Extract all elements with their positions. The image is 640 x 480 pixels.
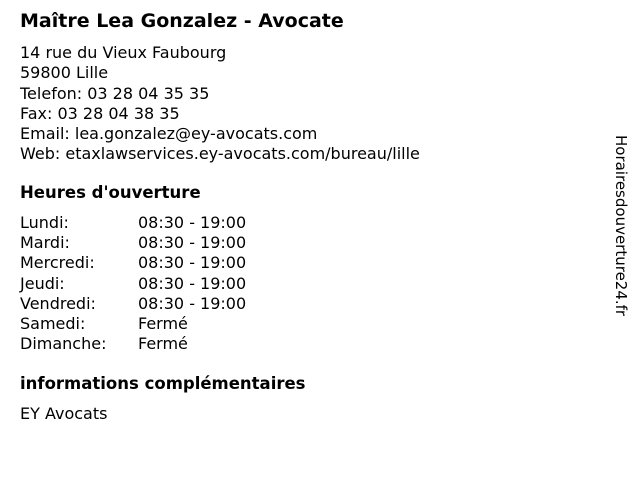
address-city: 59800 Lille: [20, 63, 109, 83]
side-credit: Horairesdouverture24.fr: [612, 135, 630, 317]
phone-number: Telefon: 03 28 04 35 35: [20, 83, 210, 103]
fax-number: Fax: 03 28 04 38 35: [20, 103, 180, 123]
hours-day: Mercredi:: [20, 253, 95, 273]
hours-day: Vendredi:: [20, 293, 96, 313]
hours-time: 08:30 - 19:00: [138, 213, 247, 232]
hours-day: Dimanche:: [20, 334, 107, 354]
hours-day: Mardi:: [20, 233, 70, 253]
info-heading: informations complémentaires: [20, 374, 306, 393]
contact-block: [20, 43, 420, 165]
email-address: Email: lea.gonzalez@ey-avocats.com: [20, 124, 318, 144]
address-street: 14 rue du Vieux Faubourg: [20, 43, 227, 62]
hours-time: Fermé: [138, 334, 188, 354]
hours-heading: Heures d'ouverture: [20, 183, 201, 202]
hours-time: 08:30 - 19:00: [138, 273, 247, 293]
website-address: Web: etaxlawservices.ey-avocats.com/bureau/lille: [20, 144, 420, 164]
hours-day: Samedi:: [20, 313, 86, 333]
page-title: Maître Lea Gonzalez - Avocate: [20, 10, 344, 32]
hours-day: Lundi:: [20, 213, 69, 232]
hours-time: Fermé: [138, 313, 188, 333]
info-text: EY Avocats: [20, 404, 108, 423]
hours-time: 08:30 - 19:00: [138, 293, 247, 313]
hours-day: Jeudi:: [20, 273, 65, 293]
hours-time: 08:30 - 19:00: [138, 233, 247, 253]
hours-time: 08:30 - 19:00: [138, 253, 247, 273]
